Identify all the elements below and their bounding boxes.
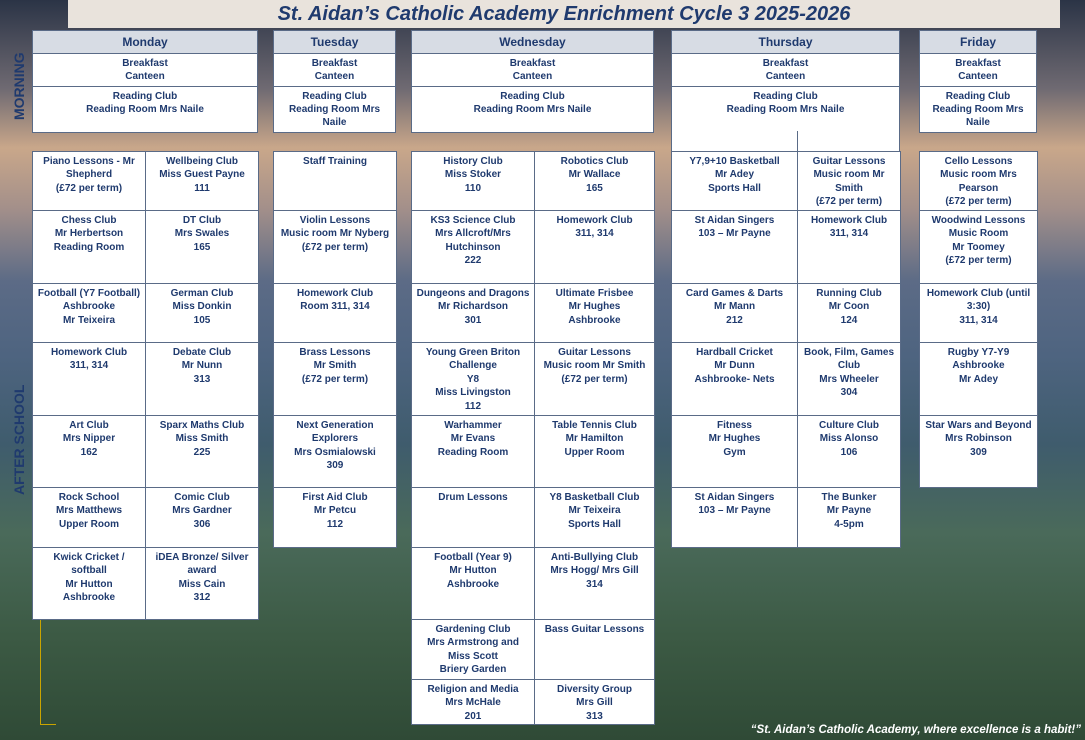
morning-label: MORNING	[11, 52, 27, 120]
activity-cell: iDEA Bronze/ Silver award Miss Cain 312	[145, 547, 259, 620]
activity-cell: Homework Club Room 311, 314	[273, 283, 397, 343]
activity-cell: Homework Club (until 3:30) 311, 314	[919, 283, 1038, 343]
activity-cell: Table Tennis Club Mr Hamilton Upper Room	[534, 415, 655, 488]
activity-cell: Book, Film, Games Club Mrs Wheeler 304	[797, 342, 901, 416]
activity-cell: Gardening Club Mrs Armstrong and Miss Scott Briery Garden	[411, 619, 535, 680]
activity-cell: Rugby Y7-Y9 Ashbrooke Mr Adey	[919, 342, 1038, 416]
reading-club-cell: Reading Club Reading Room Mrs Naile	[919, 87, 1037, 133]
activity-cell: Rock School Mrs Matthews Upper Room	[32, 487, 146, 548]
activity-cell: Robotics Club Mr Wallace 165	[534, 151, 655, 211]
activity-cell: First Aid Club Mr Petcu 112	[273, 487, 397, 548]
breakfast-cell: Breakfast Canteen	[273, 54, 396, 87]
activity-cell: Y8 Basketball Club Mr Teixeira Sports Hall	[534, 487, 655, 548]
activity-cell: KS3 Science Club Mrs Allcroft/Mrs Hutchinson 222	[411, 210, 535, 284]
activity-cell: Bass Guitar Lessons	[534, 619, 655, 680]
activity-cell: Sparx Maths Club Miss Smith 225	[145, 415, 259, 488]
day-header-monday: Monday	[32, 30, 258, 54]
activity-cell: Young Green Briton Challenge Y8 Miss Livingston 112	[411, 342, 535, 416]
reading-club-cell: Reading Club Reading Room Mrs Naile	[32, 87, 258, 133]
activity-cell: Kwick Cricket / softball Mr Hutton Ashbrooke	[32, 547, 146, 620]
activity-cell: History Club Miss Stoker 110	[411, 151, 535, 211]
activity-cell: Staff Training	[273, 151, 397, 211]
activity-cell: Star Wars and Beyond Mrs Robinson 309	[919, 415, 1038, 488]
activity-cell: Next Generation Explorers Mrs Osmialowski 309	[273, 415, 397, 488]
activity-cell: Cello Lessons Music room Mrs Pearson (£72 per term)	[919, 151, 1038, 211]
activity-cell: Debate Club Mr Nunn 313	[145, 342, 259, 416]
activity-cell: Culture Club Miss Alonso 106	[797, 415, 901, 488]
activity-cell: Running Club Mr Coon 124	[797, 283, 901, 343]
activity-cell: Y7,9+10 Basketball Mr Adey Sports Hall	[671, 151, 798, 211]
page-title: St. Aidan’s Catholic Academy Enrichment Cycle 3 2025-2026	[277, 3, 851, 25]
activity-cell: Anti-Bullying Club Mrs Hogg/ Mrs Gill 314	[534, 547, 655, 620]
activity-cell: DT Club Mrs Swales 165	[145, 210, 259, 284]
reading-club-cell: Reading Club Reading Room Mrs Naile	[273, 87, 396, 133]
activity-cell: Fitness Mr Hughes Gym	[671, 415, 798, 488]
activity-cell: Homework Club 311, 314	[32, 342, 146, 416]
after-school-label: AFTER SCHOOL	[11, 384, 27, 495]
activity-cell: Religion and Media Mrs McHale 201	[411, 679, 535, 725]
activity-cell: Chess Club Mr Herbertson Reading Room	[32, 210, 146, 284]
activity-cell: Violin Lessons Music room Mr Nyberg (£72 per term)	[273, 210, 397, 284]
activity-cell: Piano Lessons - Mr Shepherd (£72 per term)	[32, 151, 146, 211]
activity-cell: Warhammer Mr Evans Reading Room	[411, 415, 535, 488]
activity-cell: Football (Year 9) Mr Hutton Ashbrooke	[411, 547, 535, 620]
activity-cell: Wellbeing Club Miss Guest Payne 111	[145, 151, 259, 211]
activity-cell: Homework Club 311, 314	[534, 210, 655, 284]
day-header-tuesday: Tuesday	[273, 30, 396, 54]
reading-club-cell: Reading Club Reading Room Mrs Naile	[411, 87, 654, 133]
breakfast-cell: Breakfast Canteen	[411, 54, 654, 87]
activity-cell: Guitar Lessons Music room Mr Smith (£72 per term)	[797, 151, 901, 211]
activity-cell: St Aidan Singers 103 – Mr Payne	[671, 210, 798, 284]
footer-motto: “St. Aidan’s Catholic Academy, where excellence is a habit!”	[750, 724, 1081, 736]
activity-cell: The Bunker Mr Payne 4-5pm	[797, 487, 901, 548]
activity-cell: Brass Lessons Mr Smith (£72 per term)	[273, 342, 397, 416]
activity-cell: German Club Miss Donkin 105	[145, 283, 259, 343]
activity-cell: Homework Club 311, 314	[797, 210, 901, 284]
activity-cell: St Aidan Singers 103 – Mr Payne	[671, 487, 798, 548]
activity-cell: Card Games & Darts Mr Mann 212	[671, 283, 798, 343]
day-header-friday: Friday	[919, 30, 1037, 54]
activity-cell: Woodwind Lessons Music Room Mr Toomey (£72 per term)	[919, 210, 1038, 284]
activity-cell: Football (Y7 Football) Ashbrooke Mr Teixeira	[32, 283, 146, 343]
activity-cell: Comic Club Mrs Gardner 306	[145, 487, 259, 548]
activity-cell: Art Club Mrs Nipper 162	[32, 415, 146, 488]
day-header-wednesday: Wednesday	[411, 30, 654, 54]
breakfast-cell: Breakfast Canteen	[32, 54, 258, 87]
activity-cell: Dungeons and Dragons Mr Richardson 301	[411, 283, 535, 343]
activity-cell: Diversity Group Mrs Gill 313	[534, 679, 655, 725]
breakfast-cell: Breakfast Canteen	[919, 54, 1037, 87]
activity-cell: Guitar Lessons Music room Mr Smith (£72 per term)	[534, 342, 655, 416]
activity-cell: Hardball Cricket Mr Dunn Ashbrooke- Nets	[671, 342, 798, 416]
day-header-thursday: Thursday	[671, 30, 900, 54]
activity-cell: Drum Lessons	[411, 487, 535, 548]
breakfast-cell: Breakfast Canteen	[671, 54, 900, 87]
activity-cell: Ultimate Frisbee Mr Hughes Ashbrooke	[534, 283, 655, 343]
reading-club-cell: Reading Club Reading Room Mrs Naile	[671, 87, 900, 133]
